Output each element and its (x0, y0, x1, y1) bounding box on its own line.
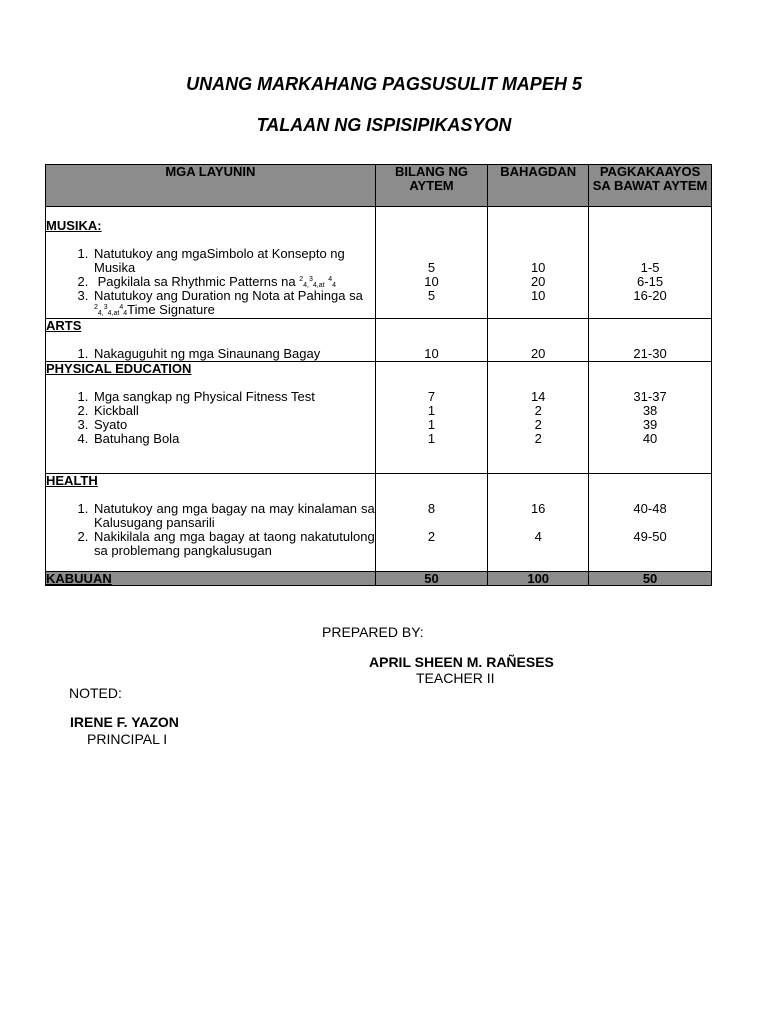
document-title: UNANG MARKAHANG PAGSUSULIT MAPEH 5 (186, 74, 582, 94)
noted-label: NOTED: (69, 685, 122, 701)
arts-objectives (46, 319, 376, 362)
cell-value: 40 (642, 431, 658, 446)
list-item (92, 289, 375, 317)
health-placement (589, 474, 712, 572)
cell-value: 5 (427, 260, 436, 275)
cell-value: 2 (427, 529, 436, 544)
cell-value: 5 (427, 288, 436, 303)
musika-placement (589, 207, 712, 319)
pe-list (46, 390, 375, 446)
health-items (375, 474, 488, 572)
arts-placement (589, 319, 712, 362)
list-item: 4. Batuhang Bola (92, 432, 375, 446)
total-placement: 50 (589, 572, 712, 586)
section-pe (46, 362, 712, 474)
specification-table (45, 164, 712, 586)
arts-percent (488, 319, 589, 362)
cell-value: 6-15 (637, 274, 664, 289)
ts-den-2: 4,at (312, 282, 325, 289)
ts-num-1: 2 (299, 276, 304, 283)
cell-value: 7 (427, 389, 436, 404)
cell-value: 39 (642, 417, 658, 432)
header-percent: BAHAGDAN (488, 165, 589, 207)
list-item: 1. Nakaguguhit ng mga Sinaunang Bagay (92, 347, 375, 361)
arts-list (46, 347, 375, 361)
list-item: 2. Kickball (92, 404, 375, 418)
document-subtitle: TALAAN NG ISPISIPIKASYON (256, 115, 512, 135)
cell-value: 40-48 (633, 501, 667, 516)
ts-den-2b: 4,at (107, 310, 120, 317)
ts-num-2: 3 (308, 276, 313, 283)
cell-value: 16 (530, 501, 546, 516)
pe-percent (488, 362, 589, 474)
total-row (46, 572, 712, 586)
pe-items (375, 362, 488, 474)
ts-num-3b: 4 (119, 304, 124, 311)
list-item: 2. Nakikilala ang mga bagay at taong nakatutulong sa problemang pangkalusugan (92, 530, 375, 558)
list-item: 1. Natutukoy ang mga bagay na may kinalaman sa Kalusugang pansarili (92, 502, 375, 530)
header-placement: PAGKAKAAYOS SA BAWAT AYTEM (589, 165, 712, 207)
section-title-musika: MUSIKA: (46, 218, 102, 233)
ts-den-1b: 4, (97, 310, 104, 317)
arts-items (375, 319, 488, 362)
health-list (46, 502, 375, 558)
health-percent (488, 474, 589, 572)
cell-value: 10 (530, 260, 546, 275)
cell-value: 31-37 (633, 389, 667, 404)
musika-objectives (46, 207, 376, 319)
cell-value: 38 (642, 403, 658, 418)
list-item: 3. Syato (92, 418, 375, 432)
pe-objectives (46, 362, 376, 474)
total-items: 50 (375, 572, 488, 586)
cell-value: 10 (424, 274, 439, 289)
list-item: 1. Natutukoy ang mgaSimbolo at Konsepto ng Musika (92, 247, 375, 275)
header-objectives: MGA LAYUNIN (46, 165, 376, 207)
pe-placement (589, 362, 712, 474)
cell-value: 16-20 (633, 288, 667, 303)
cell-value: 1 (427, 417, 436, 432)
table-header-row (46, 165, 712, 207)
cell-value: 1 (427, 403, 436, 418)
cell-value: 20 (530, 346, 546, 361)
cell-value: 4 (534, 529, 542, 544)
ts-den-1: 4, (303, 282, 309, 289)
list-item-text: Pagkilala sa Rhythmic Patterns na (97, 274, 296, 289)
list-item (92, 275, 375, 289)
cell-value: 49-50 (633, 529, 667, 544)
ts-den-3b: 4 (123, 310, 128, 317)
ts-num-3: 4 (328, 276, 333, 283)
cell-value: 21-30 (633, 346, 667, 361)
ts-num-1b: 2 (94, 304, 98, 311)
cell-value: 1 (427, 431, 436, 446)
cell-value: 2 (534, 417, 542, 432)
cell-value: 2 (534, 431, 542, 446)
noted-by-name: IRENE F. YAZON (70, 714, 179, 730)
list-item: 1. Mga sangkap ng Physical Fitness Test (92, 390, 375, 404)
cell-value: 10 (530, 288, 546, 303)
cell-value: 8 (427, 501, 436, 516)
ts-den-3: 4 (332, 282, 337, 289)
prepared-by-title: TEACHER II (416, 670, 495, 686)
total-percent: 100 (488, 572, 589, 586)
musika-percent (488, 207, 589, 319)
section-arts (46, 319, 712, 362)
prepared-by-label: PREPARED BY: (322, 624, 424, 640)
cell-value: 20 (530, 274, 546, 289)
section-health (46, 474, 712, 572)
noted-by-title: PRINCIPAL I (87, 731, 168, 747)
section-title-health: HEALTH (46, 473, 98, 488)
list-item-suffix: Time Signature (127, 302, 215, 317)
health-objectives (46, 474, 376, 572)
section-musika (46, 207, 712, 319)
musika-items (375, 207, 488, 319)
ts-num-2b: 3 (103, 304, 108, 311)
total-label-text: KABUUAN (46, 571, 112, 586)
section-title-arts: ARTS (46, 318, 82, 333)
cell-value: 2 (534, 403, 542, 418)
cell-value: 14 (530, 389, 546, 404)
musika-list (46, 247, 375, 317)
list-item-text: Natutukoy ang Duration ng Nota at Pahinga sa (94, 288, 363, 303)
header-items: BILANG NG AYTEM (375, 165, 488, 207)
section-title-pe: PHYSICAL EDUCATION (46, 361, 192, 376)
cell-value: 1-5 (640, 260, 660, 275)
prepared-by-name: APRIL SHEEN M. RAÑESES (369, 654, 554, 670)
cell-value: 10 (424, 346, 439, 361)
total-label (46, 572, 376, 586)
